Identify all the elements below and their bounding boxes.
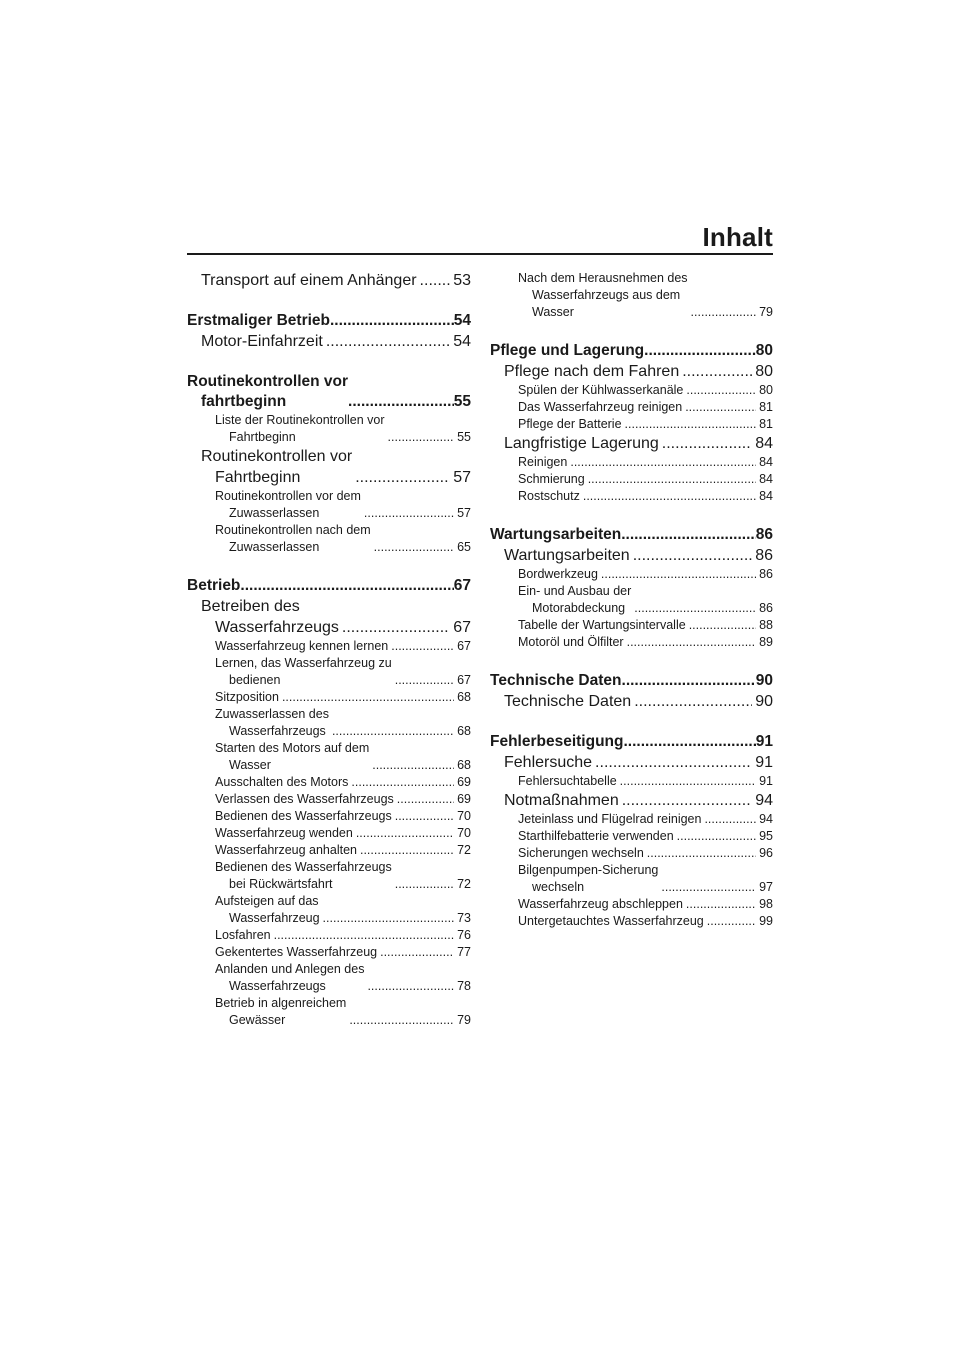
toc-entry-level-3[interactable]	[490, 862, 773, 896]
toc-entry-level-3[interactable]	[187, 808, 471, 825]
toc-entry-page: 98	[759, 897, 773, 911]
toc-entry-title: Wasserfahrzeug kennen lernen	[215, 639, 389, 653]
toc-entry-page: 86	[759, 601, 773, 615]
toc-entry-title: Reinigen	[518, 455, 568, 469]
dot-leader	[620, 773, 756, 790]
dot-leader	[240, 576, 453, 596]
toc-entry-page: 84	[759, 455, 773, 469]
dot-leader	[395, 876, 454, 893]
toc-entry-page: 89	[759, 635, 773, 649]
toc-entry-title: Fehlersuche	[504, 754, 593, 771]
toc-entry-page: 54	[453, 312, 471, 329]
toc-entry-level-3[interactable]	[490, 488, 773, 505]
toc-entry-level-3[interactable]	[187, 706, 471, 740]
toc-entry-level-3[interactable]	[187, 655, 471, 689]
toc-entry-page: 86	[755, 547, 773, 564]
toc-entry-level-3[interactable]	[490, 617, 773, 634]
dot-leader	[595, 752, 752, 773]
dot-leader	[349, 1012, 454, 1029]
toc-entry-page: 55	[453, 393, 471, 410]
toc-entry-level-3[interactable]	[187, 774, 471, 791]
toc-entry-level-3[interactable]	[490, 811, 773, 828]
dot-leader	[677, 828, 756, 845]
dot-leader	[360, 842, 454, 859]
toc-entry-level-3[interactable]	[490, 845, 773, 862]
toc-entry-page: 57	[453, 469, 471, 486]
toc-entry-title: Routinekontrollen vor Fahrtbeginn	[201, 448, 353, 486]
dot-leader	[634, 691, 752, 712]
toc-column-left	[187, 270, 471, 1029]
toc-entry-title: Bordwerkzeug	[518, 567, 598, 581]
toc-entry-title: Aufsteigen auf das Wasserfahrzeug	[215, 894, 320, 925]
dot-leader	[282, 689, 454, 706]
toc-entry-level-3[interactable]	[490, 896, 773, 913]
toc-entry-page: 69	[457, 775, 471, 789]
dot-leader	[691, 304, 757, 321]
dot-leader	[622, 671, 756, 691]
toc-entry-level-3[interactable]	[490, 913, 773, 930]
dot-leader	[364, 505, 454, 522]
toc-entry-level-3[interactable]	[187, 412, 471, 446]
toc-entry-title: Bilgenpumpen-Sicherung wechseln	[518, 863, 659, 894]
toc-entry-page: 90	[755, 672, 773, 689]
dot-leader	[326, 331, 450, 352]
toc-entry-level-2[interactable]	[187, 270, 471, 291]
toc-entry-title: Notmaßnahmen	[504, 792, 619, 809]
dot-leader	[348, 392, 454, 412]
toc-entry-title: Lernen, das Wasserfahrzeug zu bedienen	[215, 656, 392, 687]
dot-leader	[633, 545, 753, 566]
toc-entry-title: Pflege und Lagerung	[490, 342, 645, 359]
toc-entry-level-2[interactable]	[187, 331, 471, 352]
toc-entry-level-3[interactable]	[490, 828, 773, 845]
toc-entry-title: Betreiben des Wasserfahrzeugs	[201, 598, 339, 636]
toc-entry-page: 68	[457, 758, 471, 772]
dot-leader	[621, 525, 756, 545]
dot-leader	[685, 399, 756, 416]
dot-leader	[351, 774, 454, 791]
toc-entry-page: 99	[759, 914, 773, 928]
dot-leader	[372, 757, 454, 774]
dot-leader	[704, 811, 756, 828]
toc-entry-level-3[interactable]	[490, 566, 773, 583]
toc-entry-level-2[interactable]	[187, 446, 471, 488]
dot-leader	[395, 808, 454, 825]
toc-entry-level-3[interactable]	[187, 689, 471, 706]
dot-leader	[367, 978, 454, 995]
toc-entry-title: Sitzposition	[215, 690, 279, 704]
toc-entry-level-3[interactable]	[187, 859, 471, 893]
toc-entry-level-3[interactable]	[187, 927, 471, 944]
dot-leader	[662, 433, 752, 454]
dot-leader	[707, 913, 756, 930]
toc-entry-page: 76	[457, 928, 471, 942]
dot-leader	[624, 732, 756, 752]
toc-entry-title: Pflege nach dem Fahren	[504, 363, 680, 380]
dot-leader	[627, 634, 756, 651]
dot-leader	[689, 617, 756, 634]
toc-entry-level-3[interactable]	[187, 944, 471, 961]
toc-entry-level-3[interactable]	[187, 740, 471, 774]
toc-entry-level-2[interactable]	[187, 596, 471, 638]
toc-entry-page: 67	[453, 619, 471, 636]
toc-entry-page: 86	[759, 567, 773, 581]
toc-entry-level-3[interactable]	[490, 471, 773, 488]
toc-entry-page: 91	[755, 754, 773, 771]
toc-entry-page: 84	[759, 489, 773, 503]
toc-entry-page: 79	[457, 1013, 471, 1027]
toc-entry-level-3[interactable]	[187, 791, 471, 808]
toc-entry-page: 69	[457, 792, 471, 806]
toc-entry-page: 88	[759, 618, 773, 632]
toc-entry-title: Zuwasserlassen des Wasserfahrzeugs	[215, 707, 329, 738]
toc-entry-page: 67	[457, 639, 471, 653]
dot-leader	[644, 341, 756, 361]
toc-entry-title: Routinekontrollen vor fahrtbeginn	[187, 373, 349, 410]
dot-leader	[391, 638, 454, 655]
toc-entry-title: Spülen der Kühlwasserkanäle	[518, 383, 684, 397]
dot-leader	[374, 539, 454, 556]
toc-entry-level-3[interactable]	[490, 634, 773, 651]
toc-entry-page: 94	[755, 792, 773, 809]
toc-entry-title: Anlanden und Anlegen des Wasserfahrzeugs	[215, 962, 365, 993]
toc-entry-title: Erstmaliger Betrieb	[187, 312, 330, 329]
toc-entry-level-1[interactable]	[187, 372, 471, 412]
toc-entry-level-2[interactable]	[490, 433, 773, 454]
toc-entry-level-3[interactable]	[187, 961, 471, 995]
toc-entry-title: Untergetauchtes Wasserfahrzeug	[518, 914, 704, 928]
toc-entry-level-1[interactable]	[187, 576, 471, 596]
toc-entry-page: 79	[759, 305, 773, 319]
toc-entry-page: 72	[457, 843, 471, 857]
toc-entry-page: 86	[755, 526, 773, 543]
title-divider	[187, 253, 773, 255]
toc-entry-page: 54	[453, 333, 471, 350]
toc-entry-level-3[interactable]	[490, 583, 773, 617]
toc-entry-title: Liste der Routinekontrollen vor Fahrtbeginn	[215, 413, 385, 444]
toc-entry-title: Bedienen des Wasserfahrzeugs bei Rückwärtsfahrt	[215, 860, 392, 891]
dot-leader	[330, 311, 454, 331]
toc-entry-level-3[interactable]	[490, 773, 773, 790]
dot-leader	[647, 845, 756, 862]
dot-leader	[356, 825, 454, 842]
dot-leader	[601, 566, 756, 583]
dot-leader	[686, 896, 756, 913]
toc-entry-page: 77	[457, 945, 471, 959]
toc-entry-page: 81	[759, 400, 773, 414]
toc-entry-title: Transport auf einem Anhänger	[201, 272, 417, 289]
toc-entry-level-2[interactable]	[490, 361, 773, 382]
toc-entry-level-3[interactable]	[187, 995, 471, 1029]
toc-entry-level-1[interactable]	[187, 311, 471, 331]
toc-entry-page: 65	[457, 540, 471, 554]
toc-entry-page: 94	[759, 812, 773, 826]
dot-leader	[622, 790, 752, 811]
toc-entry-page: 95	[759, 829, 773, 843]
toc-entry-level-1[interactable]	[490, 732, 773, 752]
toc-entry-title: Gekentertes Wasserfahrzeug	[215, 945, 378, 959]
toc-entry-page: 55	[457, 430, 471, 444]
toc-entry-title: Fehlersuchtabelle	[518, 774, 617, 788]
dot-leader	[395, 672, 454, 689]
toc-entry-page: 96	[759, 846, 773, 860]
toc-entry-page: 80	[755, 342, 773, 359]
toc-entry-page: 81	[759, 417, 773, 431]
toc-entry-level-3[interactable]	[187, 488, 471, 522]
toc-entry-page: 97	[759, 880, 773, 894]
toc-entry-page: 73	[457, 911, 471, 925]
dot-leader	[355, 467, 450, 488]
toc-entry-title: Schmierung	[518, 472, 585, 486]
toc-entry-page: 57	[457, 506, 471, 520]
dot-leader	[323, 910, 455, 927]
toc-entry-level-3[interactable]	[187, 893, 471, 927]
toc-entry-title: Nach dem Herausnehmen des Wasserfahrzeugs aus dem Wasser	[518, 271, 688, 319]
toc-entry-title: Sicherungen wechseln	[518, 846, 644, 860]
toc-entry-page: 68	[457, 724, 471, 738]
dot-leader	[634, 600, 756, 617]
toc-entry-title: Tabelle der Wartungsintervalle	[518, 618, 686, 632]
toc-entry-title: Starten des Motors auf dem Wasser	[215, 741, 370, 772]
toc-entry-title: Pflege der Batterie	[518, 417, 622, 431]
toc-entry-title: Motor-Einfahrzeit	[201, 333, 323, 350]
toc-entry-level-2[interactable]	[490, 691, 773, 712]
toc-entry-title: Wasserfahrzeug abschleppen	[518, 897, 683, 911]
toc-entry-page: 84	[755, 435, 773, 452]
toc-entry-title: Losfahren	[215, 928, 271, 942]
toc-entry-page: 91	[759, 774, 773, 788]
toc-entry-level-1[interactable]	[490, 341, 773, 361]
toc-entry-title: Verlassen des Wasserfahrzeugs	[215, 792, 394, 806]
toc-entry-title: Wartungsarbeiten	[490, 526, 622, 543]
toc-entry-page: 90	[755, 693, 773, 710]
toc-entry-title: Technische Daten	[490, 672, 622, 689]
toc-entry-level-3[interactable]	[187, 842, 471, 859]
toc-entry-title: Routinekontrollen nach dem Zuwasserlassen	[215, 523, 371, 554]
toc-entry-level-3[interactable]	[490, 399, 773, 416]
toc-entry-page: 53	[453, 272, 471, 289]
toc-entry-level-2[interactable]	[490, 790, 773, 811]
toc-entry-title: Ausschalten des Motors	[215, 775, 349, 789]
dot-leader	[420, 270, 451, 291]
dot-leader	[625, 416, 757, 433]
dot-leader	[583, 488, 756, 505]
dot-leader	[588, 471, 756, 488]
toc-entry-level-3[interactable]	[187, 638, 471, 655]
dot-leader	[388, 429, 455, 446]
toc-entry-level-2[interactable]	[490, 545, 773, 566]
toc-entry-title: Betrieb in algenreichem Gewässer	[215, 996, 347, 1027]
toc-entry-title: Jeteinlass und Flügelrad reinigen	[518, 812, 702, 826]
toc-column-right	[490, 270, 773, 930]
toc-entry-title: Betrieb	[187, 577, 241, 594]
toc-entry-title: Technische Daten	[504, 693, 632, 710]
toc-entry-title: Ein- und Ausbau der Motorabdeckung	[518, 584, 632, 615]
toc-entry-title: Das Wasserfahrzeug reinigen	[518, 400, 683, 414]
toc-entry-title: Bedienen des Wasserfahrzeugs	[215, 809, 392, 823]
toc-entry-title: Rostschutz	[518, 489, 580, 503]
page-title: Inhalt	[702, 222, 773, 252]
dot-leader	[342, 617, 450, 638]
dot-leader	[661, 879, 756, 896]
toc-entry-level-3[interactable]	[490, 416, 773, 433]
toc-entry-level-3[interactable]	[490, 382, 773, 399]
dot-leader	[686, 382, 756, 399]
toc-entry-level-3[interactable]	[187, 825, 471, 842]
toc-entry-title: Motoröl und Ölfilter	[518, 635, 624, 649]
toc-entry-level-2[interactable]	[490, 752, 773, 773]
toc-entry-page: 84	[759, 472, 773, 486]
toc-entry-level-1[interactable]	[490, 525, 773, 545]
dot-leader	[380, 944, 454, 961]
toc-entry-title: Wasserfahrzeug wenden	[215, 826, 353, 840]
toc-entry-page: 70	[457, 809, 471, 823]
toc-entry-level-3[interactable]	[490, 454, 773, 471]
toc-entry-page: 78	[457, 979, 471, 993]
toc-entry-page: 80	[755, 363, 773, 380]
dot-leader	[332, 723, 454, 740]
toc-entry-page: 67	[457, 673, 471, 687]
toc-entry-level-3[interactable]	[187, 522, 471, 556]
toc-entry-level-1[interactable]	[490, 671, 773, 691]
toc-entry-page: 72	[457, 877, 471, 891]
toc-entry-title: Wasserfahrzeug anhalten	[215, 843, 357, 857]
toc-entry-title: Fehlerbeseitigung	[490, 733, 624, 750]
toc-entry-title: Routinekontrollen vor dem Zuwasserlassen	[215, 489, 361, 520]
dot-leader	[397, 791, 454, 808]
toc-entry-page: 68	[457, 690, 471, 704]
dot-leader	[682, 361, 752, 382]
toc-entry-level-3[interactable]	[490, 270, 773, 321]
toc-entry-page: 70	[457, 826, 471, 840]
toc-entry-page: 91	[755, 733, 773, 750]
toc-entry-title: Starthilfebatterie verwenden	[518, 829, 674, 843]
dot-leader	[570, 454, 756, 471]
toc-entry-page: 80	[759, 383, 773, 397]
toc-entry-title: Wartungsarbeiten	[504, 547, 630, 564]
toc-entry-page: 67	[453, 577, 471, 594]
dot-leader	[274, 927, 454, 944]
toc-entry-title: Langfristige Lagerung	[504, 435, 659, 452]
